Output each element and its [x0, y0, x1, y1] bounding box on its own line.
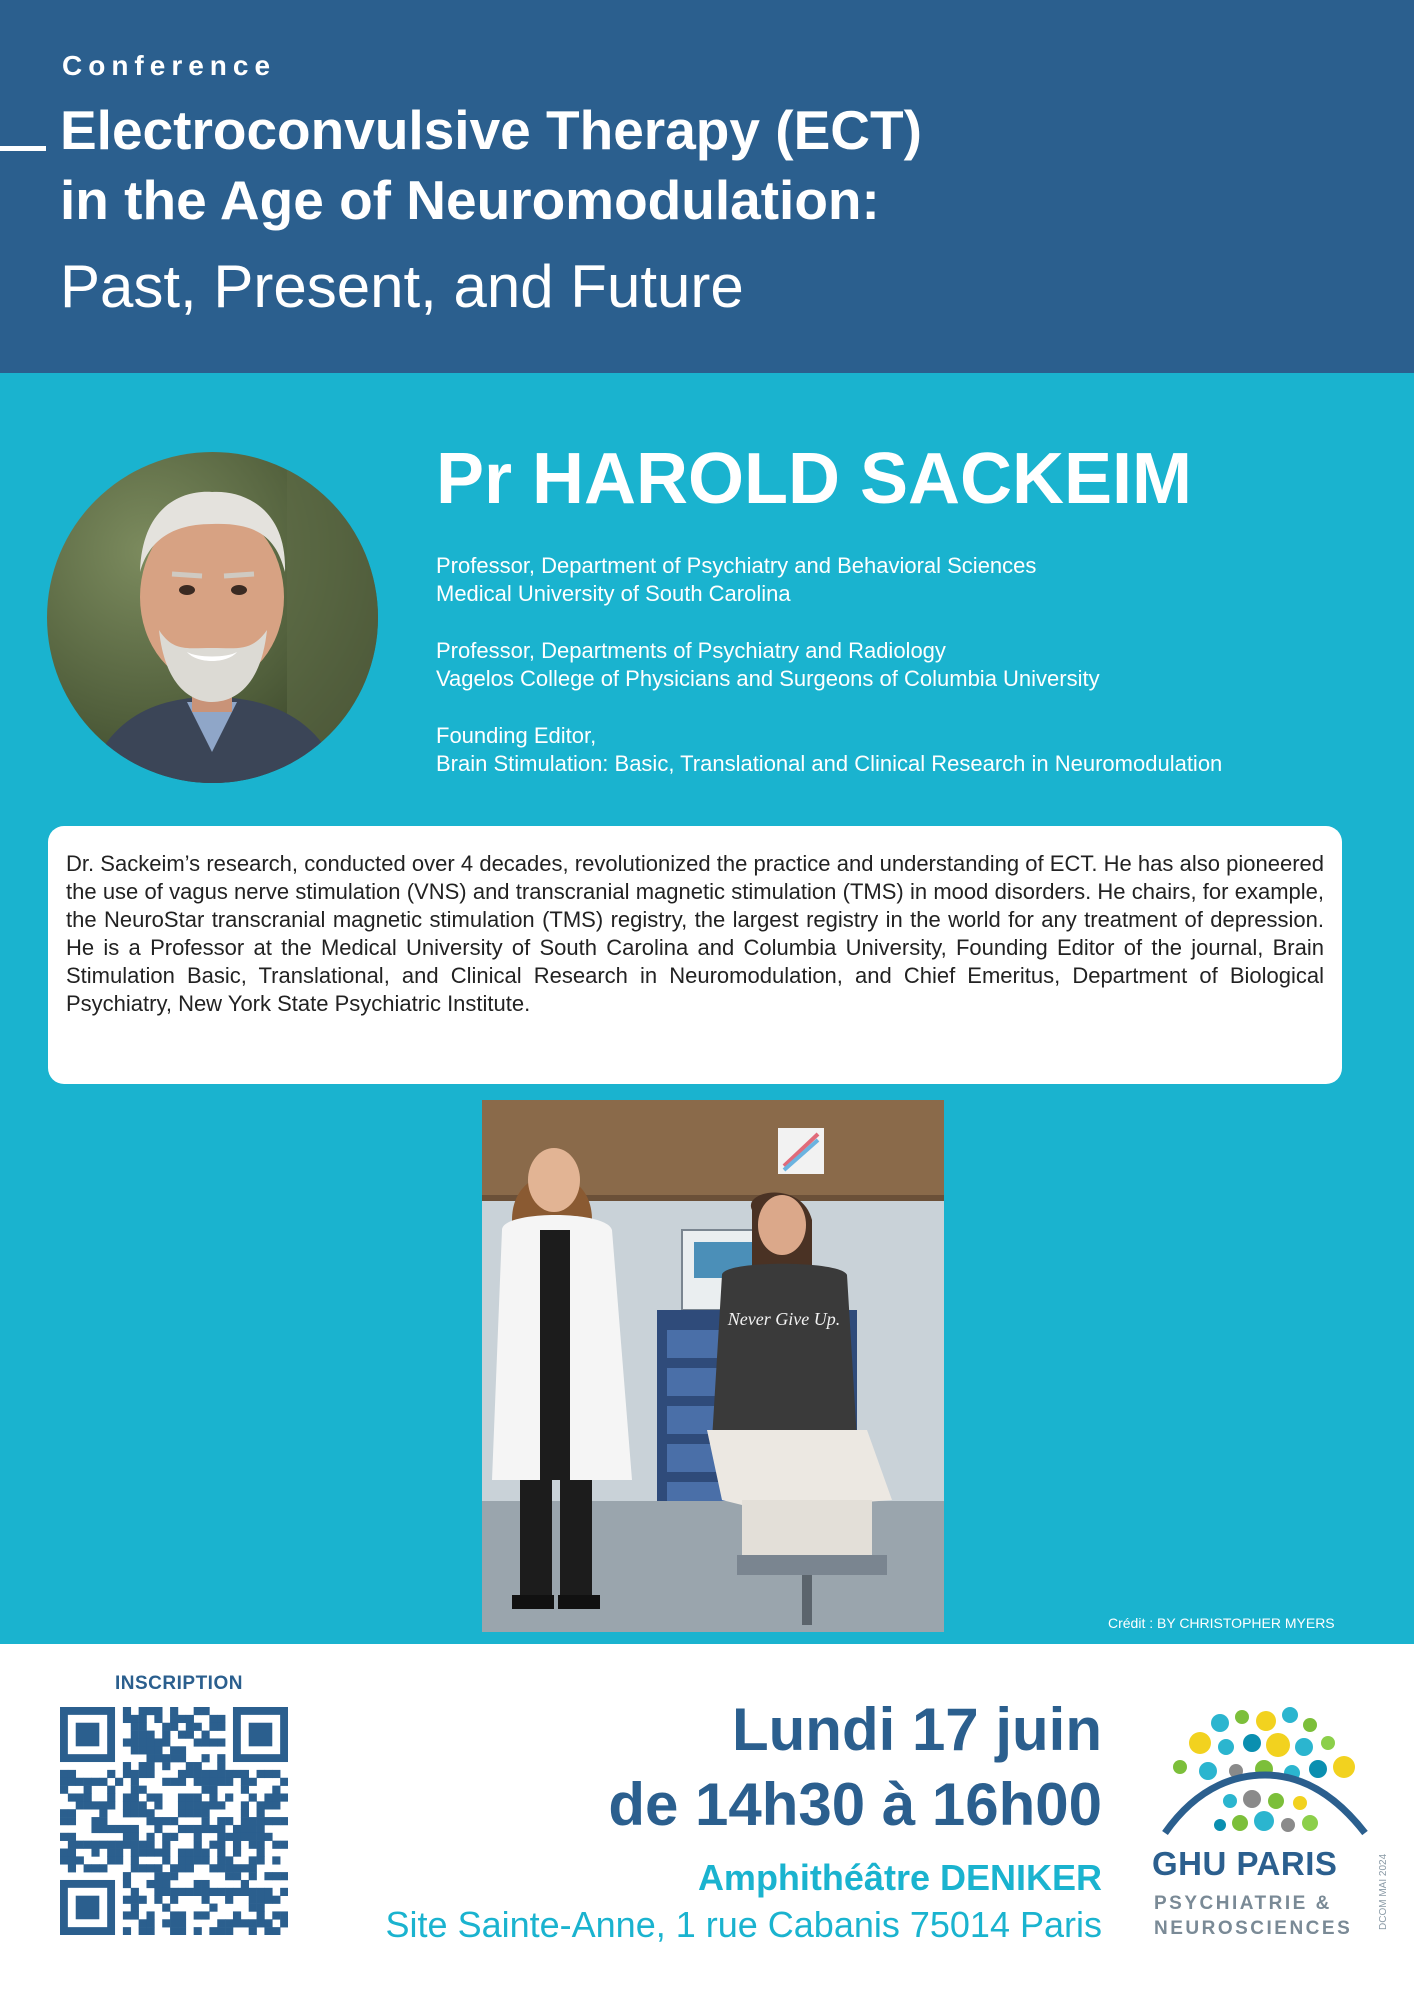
- clinic-photo: [482, 1100, 944, 1632]
- registration-qr-code[interactable]: [60, 1707, 288, 1935]
- affiliation-3-line-1: Founding Editor,: [436, 723, 597, 748]
- ghu-paris-logo: [1160, 1703, 1370, 1853]
- affiliation-2-line-2: Vagelos College of Physicians and Surgeons of Columbia University: [436, 666, 1100, 691]
- speaker-portrait: [47, 452, 378, 783]
- affiliation-2: [436, 637, 1100, 693]
- logo-name: GHU PARIS: [1152, 1845, 1338, 1882]
- event-date: Lundi 17 juin: [732, 1696, 1102, 1763]
- conference-label: Conference: [62, 50, 277, 81]
- affiliation-1: [436, 552, 1036, 608]
- event-venue: Amphithéâtre DENIKER: [697, 1857, 1102, 1898]
- document-code: DCOM MAI 2024: [1378, 1853, 1389, 1930]
- affiliation-3: [436, 722, 1222, 778]
- affiliation-3-line-2: Brain Stimulation: Basic, Translational and Clinical Research in Neuromodulation: [436, 751, 1223, 776]
- title-line-2: in the Age of Neuromodulation:: [60, 169, 880, 231]
- speaker-bio: Dr. Sackeim’s research, conducted over 4 decades, revolutionized the practice and understanding of ECT. He has also pioneered the use of vagus nerve stimulation (VNS) and transcranial magnetic stimulation (TMS) in mood disorders. He chairs, for example, the NeuroStar transcranial magnetic stimulation (TMS) registry, the largest registry in the world for any treatment of depression. He is a Professor at the Medical University of South Carolina and Columbia University, Founding Editor of the journal, Brain Stimulation Basic, Translational, and Clinical Research in Neuromodulation, and Chief Emeritus, Department of Biological Psychiatry, New York State Psychiatric Institute.: [48, 826, 1342, 1084]
- event-address: Site Sainte-Anne, 1 rue Cabanis 75014 Paris: [385, 1904, 1102, 1945]
- affiliation-1-line-1: Professor, Department of Psychiatry and Behavioral Sciences: [436, 553, 1037, 578]
- logo-subtitle-2: NEUROSCIENCES: [1154, 1918, 1353, 1939]
- photo-credit: Crédit : BY CHRISTOPHER MYERS: [1108, 1615, 1335, 1631]
- title-line-1: Electroconvulsive Therapy (ECT): [60, 99, 922, 161]
- affiliation-1-line-2: Medical University of South Carolina: [436, 581, 791, 606]
- event-time: de 14h30 à 16h00: [608, 1771, 1102, 1838]
- shirt-text: Never Give Up.: [727, 1309, 841, 1329]
- affiliation-2-line-1: Professor, Departments of Psychiatry and Radiology: [436, 638, 946, 663]
- speaker-name: Pr HAROLD SACKEIM: [436, 439, 1193, 519]
- title-line-3: Past, Present, and Future: [60, 253, 744, 320]
- header-banner: [0, 0, 1414, 373]
- inscription-label: INSCRIPTION: [115, 1673, 243, 1694]
- title-dash-decoration: [0, 146, 46, 151]
- logo-subtitle-1: PSYCHIATRIE &: [1154, 1893, 1332, 1914]
